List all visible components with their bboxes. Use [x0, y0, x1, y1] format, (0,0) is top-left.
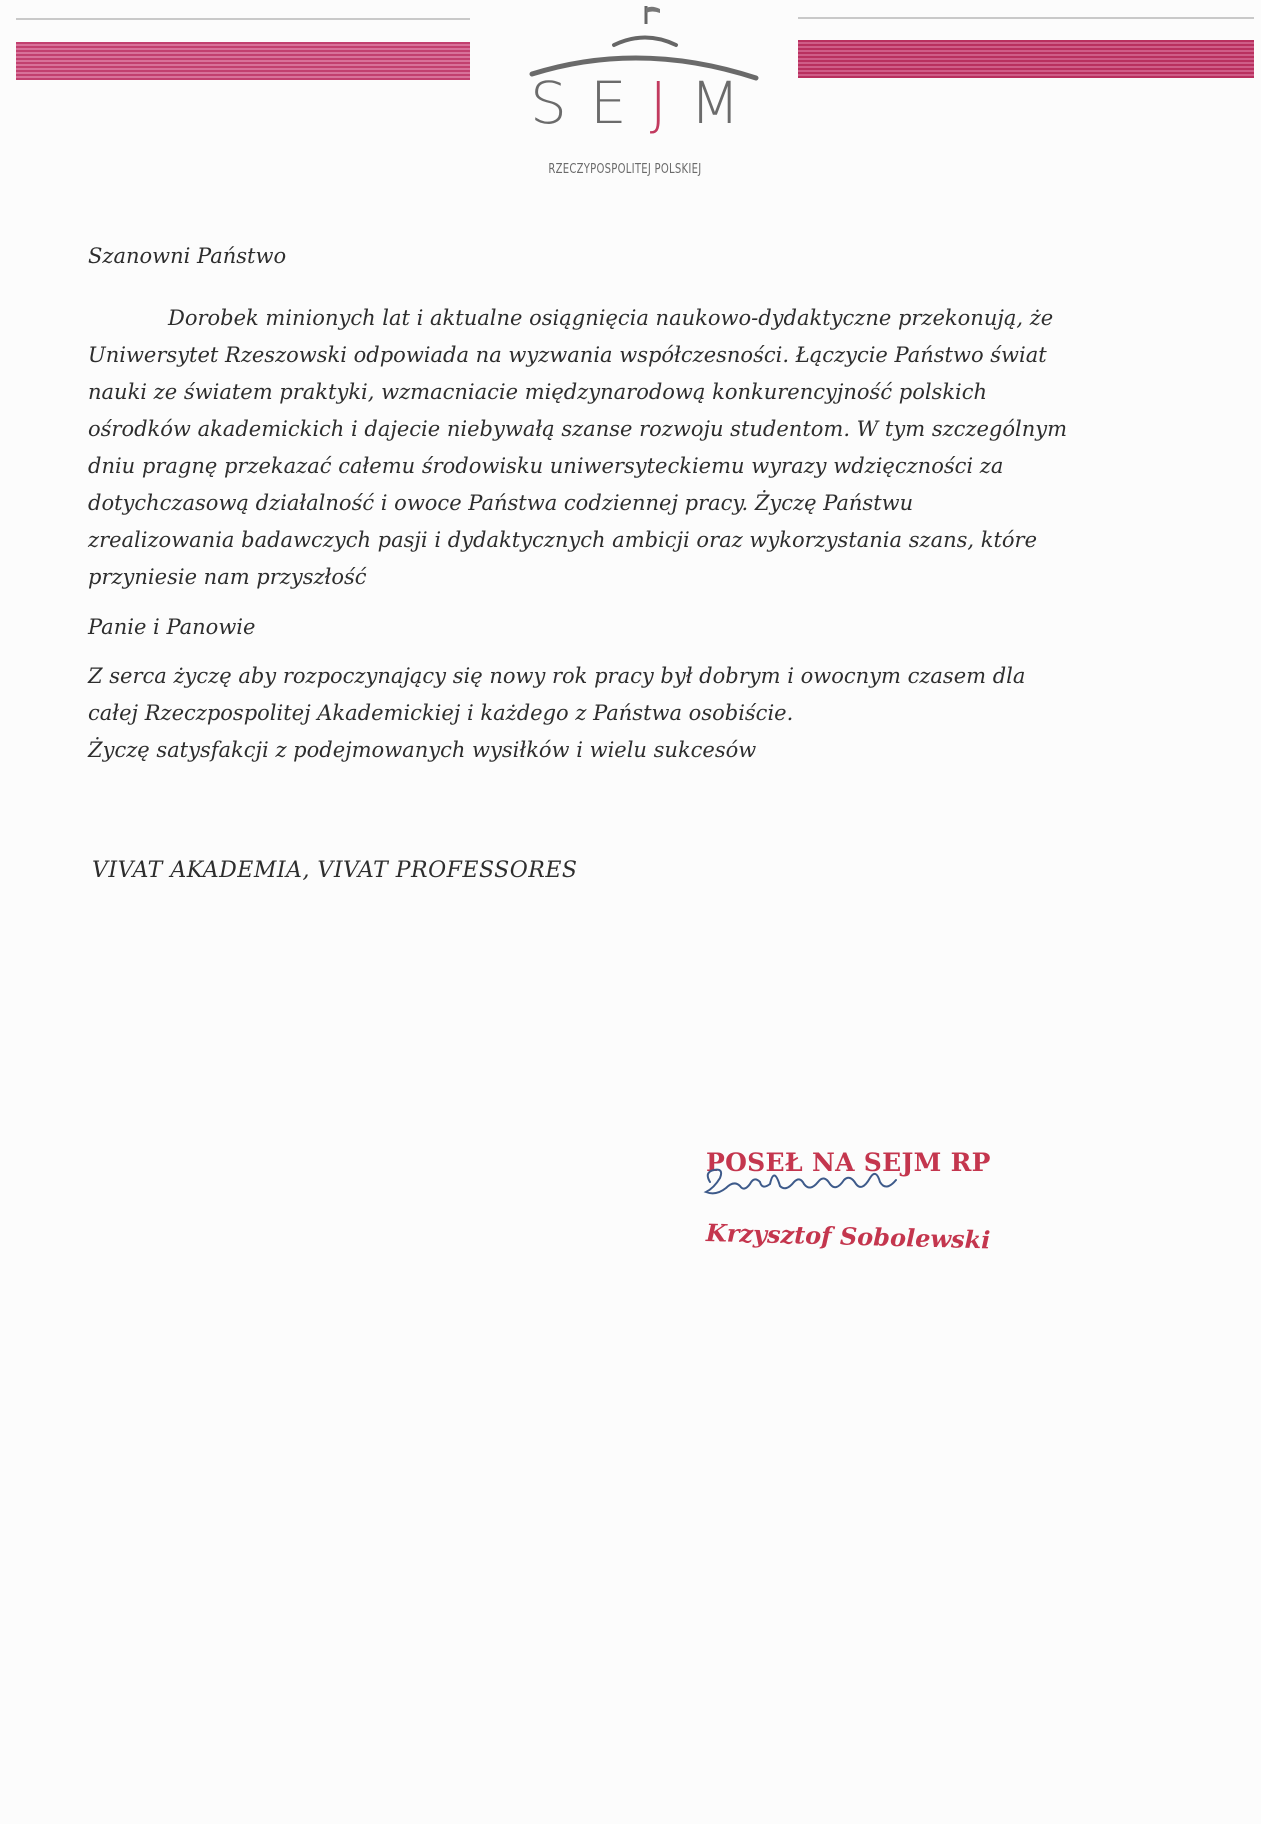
paragraph-wishes [88, 658, 1118, 769]
closing-motto: VIVAT AKADEMIA, VIVAT PROFESSORES [92, 858, 578, 883]
logo-letter-e: E [589, 69, 627, 137]
stamp-name: Krzysztof Sobolewski [705, 1218, 991, 1255]
logo-subtitle: RZECZYPOSPOLITEJ POLSKIEJ [548, 162, 702, 177]
paragraph-line: dotychczasową działalność i owoce Państwa codziennej pracy. Życzę Państwu [88, 491, 914, 515]
logo-letter-s: S [530, 69, 567, 137]
paragraph-line: Życzę satysfakcji z podejmowanych wysiłków i wielu sukcesów [88, 738, 757, 762]
paragraph-line: zrealizowania badawczych pasji i dydaktycznych ambicji oraz wykorzystania szans, które [88, 528, 1038, 552]
paragraph-line: Z serca życzę aby rozpoczynający się nowy rok pracy był dobrym i owocnym czasem dla [88, 664, 1026, 688]
header-stripe-left [16, 42, 470, 80]
paragraph-line: Dorobek minionych lat i aktualne osiągnięcia naukowo-dydaktyczne przekonują, że [168, 306, 1054, 330]
paragraph-line: przyniesie nam przyszłość [88, 565, 367, 589]
paragraph-line: Uniwersytet Rzeszowski odpowiada na wyzwania współczesności. Łączycie Państwo świat [88, 343, 1047, 367]
signature-stamp [706, 1138, 1006, 1268]
paragraph-line: dniu pragnę przekazać całemu środowisku uniwersyteckiemu wyrazy wdzięczności za [88, 454, 1004, 478]
paragraph-line: nauki ze światem praktyki, wzmacniacie międzynarodową konkurencyjność polskich [88, 380, 988, 404]
sejm-logo [510, 0, 760, 190]
stamp-title: POSEŁ NA SEJM RP [706, 1148, 991, 1177]
handwritten-signature-icon [700, 1152, 940, 1212]
header-stripe-right [798, 40, 1254, 78]
header-rule-left [16, 18, 470, 20]
salutation: Szanowni Państwo [88, 244, 287, 268]
paragraph-line: ośrodków akademickich i dajecie niebywałą szanse rozwoju studentom. W tym szczególnym [88, 417, 1068, 441]
paragraph-main [88, 300, 1118, 596]
secondary-address: Panie i Panowie [88, 615, 256, 639]
paragraph-line: całej Rzeczpospolitej Akademickiej i każdego z Państwa osobiście. [88, 701, 794, 725]
letter-body [88, 238, 1118, 769]
logo-wordmark [530, 69, 740, 137]
header-rule-right [798, 17, 1254, 19]
logo-letter-m: M [689, 69, 740, 137]
logo-letter-j: J [649, 69, 667, 137]
